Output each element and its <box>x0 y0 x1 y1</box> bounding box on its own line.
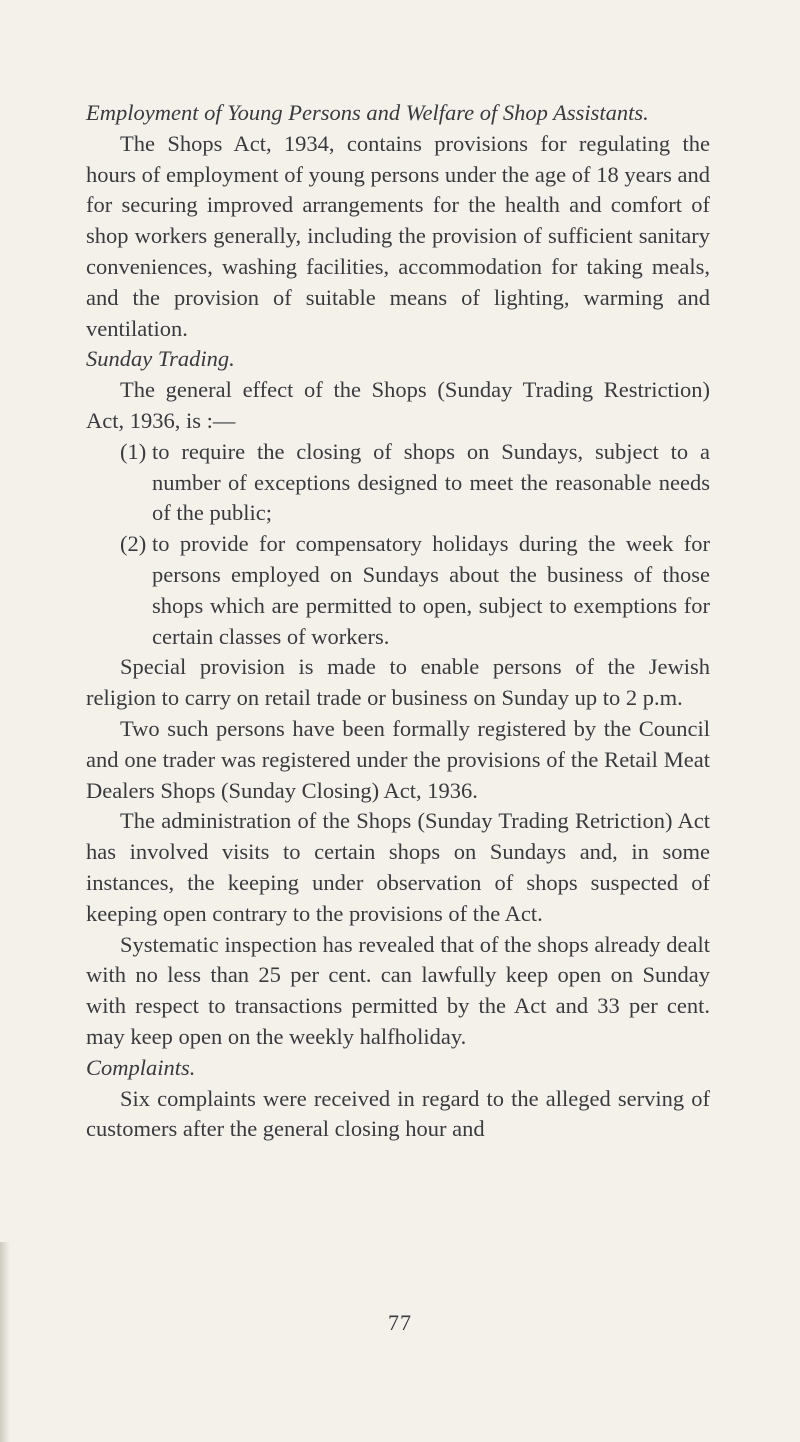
paragraph-administration: The administration of the Shops (Sunday Trading Retriction) Act has involved visits to certain shops on Sundays and, in some instances, the keeping under observation of shops suspected of keeping open contrary to the provisions of the Act. <box>86 808 710 926</box>
paragraph-sunday-intro: The general effect of the Shops (Sunday Trading Restriction) Act, 1936, is :— <box>86 377 710 433</box>
section-heading-complaints: Complaints. <box>86 1054 196 1080</box>
provisions-list <box>86 437 710 653</box>
section-heading-employment: Employment of Young Persons and Welfare of Shop Assistants. <box>86 100 649 125</box>
page-edge-shadow <box>0 1242 10 1442</box>
list-item <box>86 529 710 652</box>
list-item-text: to provide for compensatory holidays during the week for persons employed on Sundays about the business of those shops which are permitted to open, subject to exemptions for certain classes of workers. <box>152 531 710 649</box>
paragraph-registrations: Two such persons have been formally registered by the Council and one trader was registered under the provisions of the Retail Meat Dealers Shops (Sunday Closing) Act, 1936. <box>86 715 710 803</box>
paragraph-jewish-provision: Special provision is made to enable persons of the Jewish religion to carry on retail trade or business on Sunday up to 2 p.m. <box>86 654 710 711</box>
paragraph-inspection: Systematic inspection has revealed that of the shops already dealt with no less than 25 per cent. can lawfully keep open on Sunday with respect to transactions permitted by the Act and 33 per cent. may keep open on the weekly halfholiday. <box>86 931 710 1049</box>
page-number: 77 <box>388 1310 412 1335</box>
list-item-text: to require the closing of shops on Sundays, subject to a number of exceptions designed to meet the reasonable needs of the public; <box>152 438 710 526</box>
section-heading-sunday-trading: Sunday Trading. <box>86 346 235 372</box>
list-item <box>86 437 710 529</box>
list-item-number: (2) <box>120 531 147 557</box>
list-item-number: (1) <box>120 438 147 464</box>
paragraph-shops-act: The Shops Act, 1934, contains provisions for regulating the hours of employment of young persons under the age of 18 years and for securing improved arrangements for the health and comfort of shop workers generally, including the provision of sufficient sanitary conveniences, washing facilities, accommodation for taking meals, and the provision of suitable means of lighting, warming and ventilation. <box>86 130 710 341</box>
paragraph-complaints: Six complaints were received in regard to the alleged serving of customers after the general closing hour and <box>86 1085 710 1142</box>
